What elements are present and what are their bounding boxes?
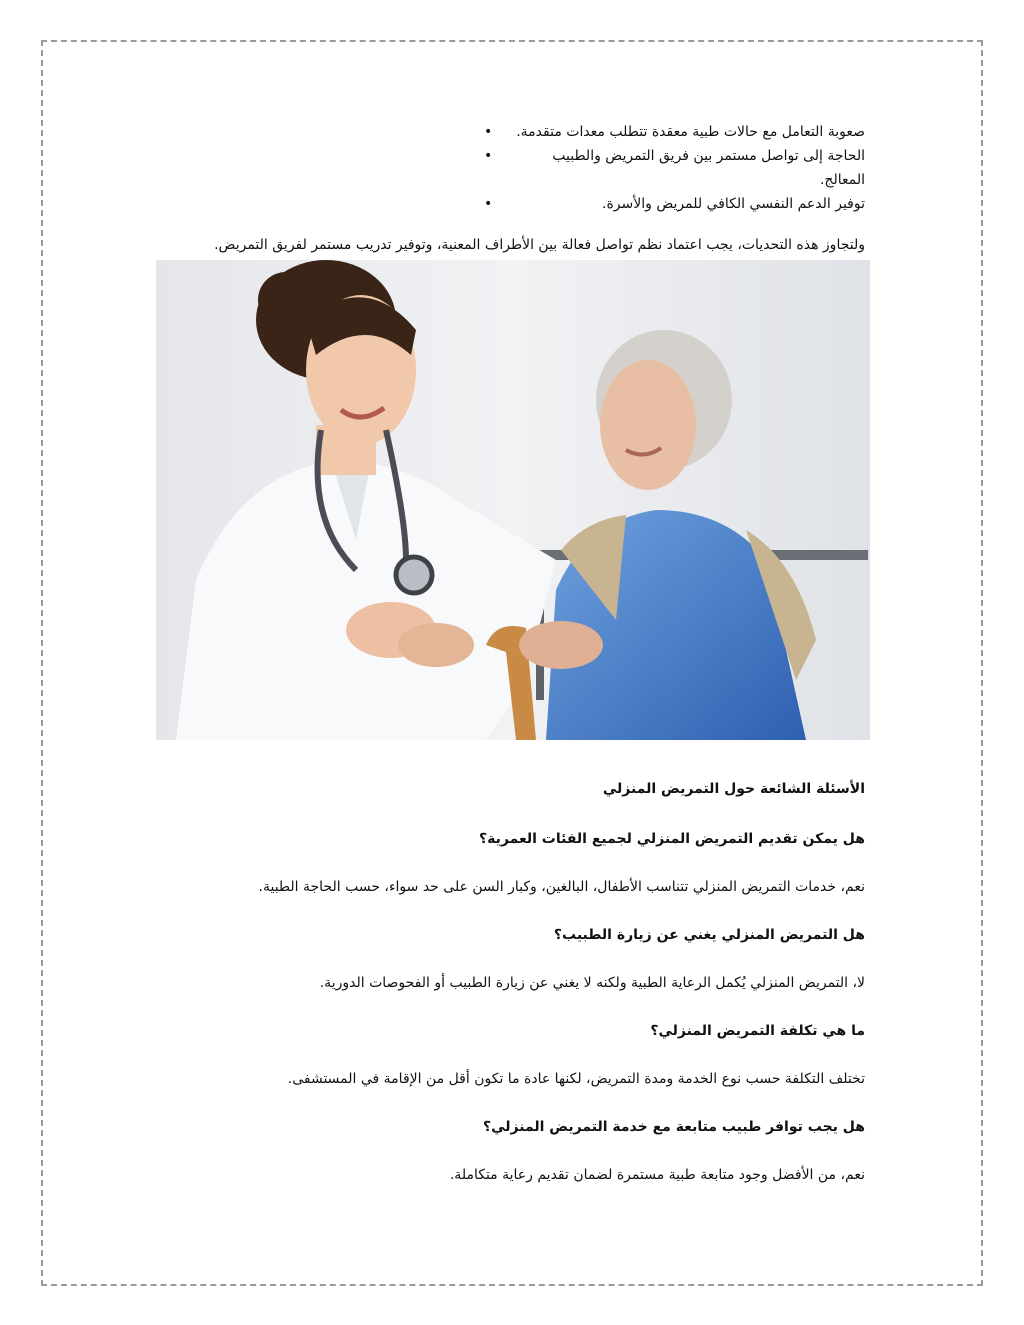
list-item: الحاجة إلى تواصل مستمر بين فريق التمريض والطبيب المعالج. • (510, 144, 865, 192)
faq-title: الأسئلة الشائعة حول التمريض المنزلي (602, 781, 865, 797)
faq-answer: لا، التمريض المنزلي يُكمل الرعاية الطبية ولكنه لا يغني عن زيارة الطبيب أو الفحوصات الدورية. (319, 975, 865, 991)
faq-answer: نعم، خدمات التمريض المنزلي تتناسب الأطفال، البالغين، وكبار السن على حد سواء، حسب الحاجة الطبية. (258, 879, 865, 895)
faq-answer: تختلف التكلفة حسب نوع الخدمة ومدة التمريض، لكنها عادة ما تكون أقل من الإقامة في المستشفى. (287, 1071, 865, 1087)
faq-section (120, 765, 865, 1213)
intro-paragraph: ولتجاوز هذه التحديات، يجب اعتماد نظم تواصل فعالة بين الأطراف المعنية، وتوفير تدريب مستمر لفريق التمريض. (214, 237, 865, 253)
faq-question: هل التمريض المنزلي يغني عن زيارة الطبيب؟ (553, 927, 865, 943)
body-text (120, 120, 865, 256)
faq-question: هل يجب توافر طبيب متابعة مع خدمة التمريض المنزلي؟ (483, 1119, 865, 1135)
list-item: توفير الدعم النفسي الكافي للمريض والأسرة. • (510, 192, 865, 216)
challenges-list (510, 120, 865, 216)
nurse-with-elderly-patient-image (156, 260, 870, 740)
faq-question: ما هي تكلفة التمريض المنزلي؟ (650, 1023, 865, 1039)
list-item: صعوبة التعامل مع حالات طبية معقدة تتطلب معدات متقدمة. • (510, 120, 865, 144)
faq-answer: نعم، من الأفضل وجود متابعة طبية مستمرة لضمان تقديم رعاية متكاملة. (449, 1167, 865, 1183)
faq-question: هل يمكن تقديم التمريض المنزلي لجميع الفئات العمرية؟ (479, 831, 865, 847)
